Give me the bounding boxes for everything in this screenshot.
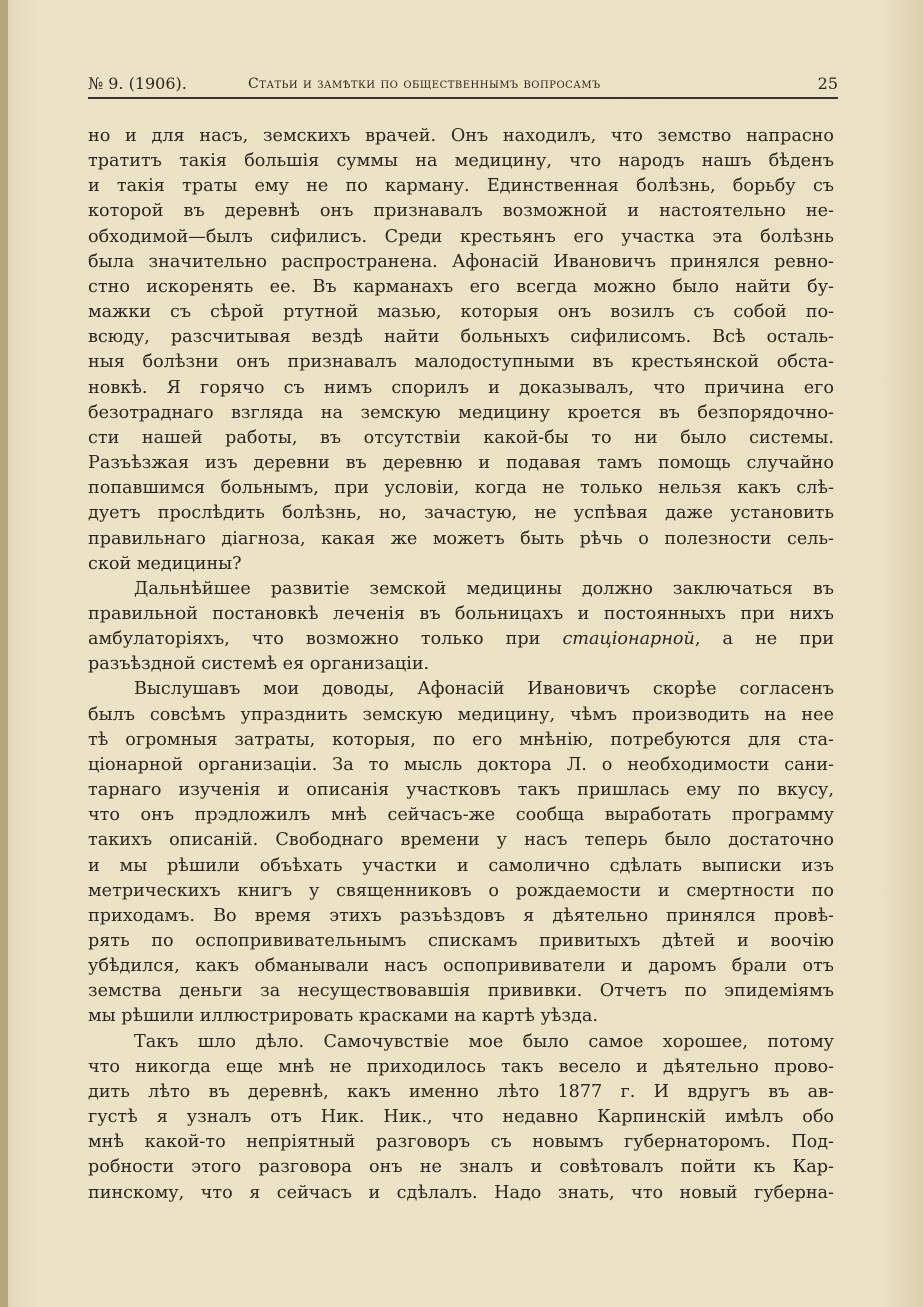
text-line: всюду, разсчитывая вездѣ найти больныхъ сифилисомъ. Всѣ осталь-: [88, 327, 834, 348]
text-line: Такъ шло дѣло. Самочувствіе мое было самое хорошее, потому: [134, 1031, 834, 1052]
text-line: Выслушавъ мои доводы, Афонасій Ивановичъ скорѣе согласенъ: [134, 679, 834, 700]
text-line: которой въ деревнѣ онъ признавалъ возможной и настоятельно не-: [88, 201, 834, 222]
emphasis-term: стаціонарной: [562, 629, 695, 650]
text-line: дуетъ прослѣдить болѣзнь, но, зачастую, не успѣвая даже установить: [88, 503, 834, 524]
text-line: ской медицины?: [88, 553, 242, 574]
text-line: разъѣздной системѣ ея организаціи.: [88, 654, 430, 675]
running-header: [88, 70, 838, 96]
text-line-with-emphasis: [88, 627, 834, 652]
text-line: была значительно распространена. Афонасій Ивановичъ принялся ревно-: [88, 251, 834, 272]
text-line: мажки съ сѣрой ртутной мазью, которыя онъ возилъ съ собой по-: [88, 302, 834, 323]
text-line: сти нашей работы, въ отсутствіи какой-бы то ни было системы.: [88, 427, 834, 448]
paragraph-4: [88, 1030, 834, 1206]
text-line: густѣ я узналъ отъ Ник. Ник., что недавно Карпинскій имѣлъ обо: [88, 1107, 834, 1128]
text-segment: амбулаторіяхъ, что возможно только при: [88, 629, 541, 650]
page-number: 25: [817, 74, 838, 93]
text-line: Разъѣзжая изъ деревни въ деревню и подавая тамъ помощь случайно: [88, 453, 834, 474]
paragraph-2: [88, 577, 834, 678]
text-line: тратитъ такія большія суммы на медицину, что народъ нашъ бѣденъ: [88, 151, 834, 172]
page-spine-edge: [0, 0, 8, 1307]
text-line: земства деньги за несуществовавшія прививки. Отчетъ по эпидеміямъ: [88, 981, 834, 1002]
article-body: [88, 124, 834, 1206]
text-line: обходимой—былъ сифилисъ. Среди крестьянъ его участка эта болѣзнь: [88, 226, 834, 247]
text-segment: , а не при: [694, 629, 835, 650]
text-line: правильнаго діагноза, какая же можетъ быть рѣчь о полезности сель-: [88, 528, 834, 549]
text-line: метрическихъ книгъ у священниковъ о рождаемости и смертности по: [88, 880, 834, 901]
text-line: мнѣ какой-то непріятный разговоръ съ новымъ губернаторомъ. Под-: [88, 1132, 834, 1153]
text-line: приходамъ. Во время этихъ разъѣздовъ я дѣятельно принялся провѣ-: [88, 905, 834, 926]
text-line: новкѣ. Я горячо съ нимъ спорилъ и доказывалъ, что причина его: [88, 377, 834, 398]
text-line: дить лѣто въ деревнѣ, какъ именно лѣто 1877 г. И вдругъ въ ав-: [88, 1081, 834, 1102]
text-line: ціонарной организаціи. За то мысль доктора Л. о необходимости сани-: [88, 754, 834, 775]
text-line: былъ совсѣмъ упразднить земскую медицину, чѣмъ производить на нее: [88, 704, 834, 725]
text-line: что никогда еще мнѣ не приходилось такъ весело и дѣятельно прово-: [88, 1056, 834, 1077]
text-line: безотраднаго взгляда на земскую медицину кроется въ безпорядочно-: [88, 402, 834, 423]
text-line: ныя болѣзни онъ признавалъ малодоступными въ крестьянской обста-: [88, 352, 834, 373]
text-line: попавшимся больнымъ, при условіи, когда не только нельзя какъ слѣ-: [88, 478, 834, 499]
paragraph-1: [88, 124, 834, 577]
text-line: и такія траты ему не по карману. Единственная болѣзнь, борьбу съ: [88, 176, 834, 197]
text-line: и мы рѣшили объѣхать участки и самолично сдѣлать выписки изъ: [88, 855, 834, 876]
text-line: но и для насъ, земскихъ врачей. Онъ находилъ, что земство напрасно: [88, 126, 834, 146]
text-line: убѣдился, какъ обманывали насъ оспопрививатели и даромъ брали отъ: [88, 956, 834, 977]
running-title: Статьи и замѣтки по общественнымъ вопросамъ: [248, 76, 601, 92]
text-line: мы рѣшили иллюстрировать красками на картѣ уѣзда.: [88, 1006, 598, 1027]
text-line: тарнаго изученія и описанія участковъ такъ пришлась ему по вкусу,: [88, 780, 834, 801]
text-line: пинскому, что я сейчасъ и сдѣлалъ. Надо знать, что новый губерна-: [88, 1182, 834, 1203]
text-line: что онъ прэдложилъ мнѣ сейчасъ-же сообща выработать программу: [88, 805, 834, 826]
text-line: такихъ описаній. Свободнаго времени у насъ теперь было достаточно: [88, 830, 834, 851]
text-line: тѣ огромныя затраты, которыя, по его мнѣнію, потребуются для ста-: [88, 729, 834, 750]
issue-number: № 9. (1906).: [88, 74, 187, 93]
text-line: стно искоренять ее. Въ карманахъ его всегда можно было найти бу-: [88, 276, 834, 297]
text-line: Дальнѣйшее развитіе земской медицины должно заключаться въ: [134, 578, 834, 599]
text-line: рять по оспопрививательнымъ спискамъ привитыхъ дѣтей и воочію: [88, 931, 834, 951]
header-rule: [88, 97, 838, 99]
text-line: правильной постановкѣ леченія въ больницахъ и постоянныхъ при нихъ: [88, 603, 834, 624]
paragraph-3: [88, 677, 834, 1029]
text-line: робности этого разговора онъ не зналъ и совѣтовалъ пойти къ Кар-: [88, 1157, 834, 1178]
